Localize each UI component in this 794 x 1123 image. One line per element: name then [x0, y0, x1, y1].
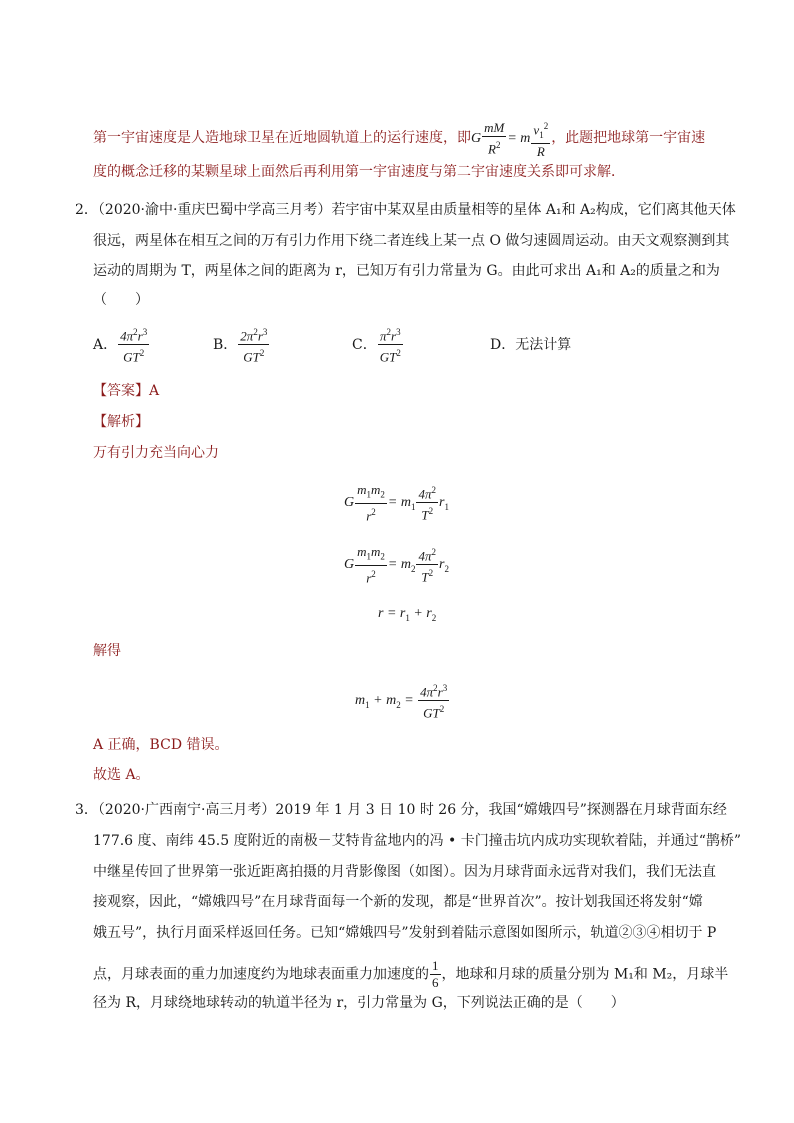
solve-label: 解得 — [93, 643, 121, 659]
option-c-formula: $\frac{\pi^2r^3}{GT^2}$ — [378, 324, 403, 366]
intro-line-2: 度的概念迁移的某颗星球上面然后再利用第一宇宙速度与第二宇宙速度关系即可求解． — [93, 164, 625, 180]
answer-label: 【答案】A — [93, 383, 160, 399]
conclusion-1: A 正确，BCD 错误。 — [93, 737, 229, 753]
q2-line-4: （ ） — [93, 292, 149, 308]
q2-line-3: 运动的周期为 T，两星体之间的距离为 r，已知万有引力常量为 G。由此可求出 A₁和 A₂的质量之和为 — [93, 263, 720, 279]
equation-3: $r = r_1 + r_2$ — [378, 606, 437, 623]
option-c: C． $\frac{\pi^2r^3}{GT^2}$ — [352, 324, 404, 366]
option-a-formula: $\frac{4\pi^2r^3}{GT^2}$ — [118, 324, 149, 366]
one-sixth-fraction: $\frac{1}{6}$ — [432, 958, 439, 990]
conclusion-2: 故选 A。 — [93, 767, 150, 783]
q3-line-3: 中继星传回了世界第一张近距离拍摄的月背影像图（如图）。因为月球背面永远背对我们，我们无法直 — [93, 864, 716, 880]
option-b: B． $\frac{2\pi^2r^3}{GT^2}$ — [213, 324, 270, 366]
equation-result: $m_1 + m_2$ = $\frac{4\pi^2r^3}{GT^2}$ — [355, 680, 450, 722]
equation-1: G $\frac{m_1m_2}{r^2}$ = $m_1$ $\frac{4\pi^2}{T^2}$ $r_1$ — [344, 482, 449, 523]
option-a: A． $\frac{4\pi^2r^3}{GT^2}$ — [93, 324, 150, 366]
q2-line-2: 很远，两星体在相互之间的万有引力作用下绕二者连线上某一点 O 做匀速圆周运动。由天文观察测到其 — [93, 233, 730, 249]
intro-line-1: 第一宇宙速度是人造地球卫星在近地圆轨道上的运行速度，即G $\frac{mM}{R^2}$ = m $\frac{v_1^2}{R}$ ，此题把地球第一宇宙速 — [93, 118, 705, 160]
q3-line-1: 3．（2020·广西南宁·高三月考）2019 年 1 月 3 日 10 时 26 分，我国“嫦娥四号”探测器在月球背面东经 — [75, 802, 727, 818]
analysis-label: 【解析】 — [93, 414, 149, 430]
equation-2: G $\frac{m_1m_2}{r^2}$ = $m_2$ $\frac{4\pi^2}{T^2}$ $r_2$ — [344, 544, 449, 585]
q3-line-2: 177.6 度、南纬 45.5 度附近的南极－艾特肯盆地内的冯 • 卡门撞击坑内成功实现软着陆，并通过“鹊桥” — [93, 833, 742, 849]
q3-line-5: 娥五号”，执行月面采样返回任务。已知“嫦娥四号”发射到着陆示意图如图所示，轨道②③④相切于 P — [93, 925, 717, 941]
q3-line-7: 径为 R，月球绕地球转动的轨道半径为 r，引力常量为 G，下列说法正确的是（ ） — [93, 995, 625, 1011]
analysis-text: 万有引力充当向心力 — [93, 445, 219, 461]
option-b-formula: $\frac{2\pi^2r^3}{GT^2}$ — [238, 324, 269, 366]
formula-first-cosmic-velocity: G $\frac{mM}{R^2}$ = m $\frac{v_1^2}{R}$ — [471, 131, 551, 146]
q3-line-6: 点，月球表面的重力加速度约为地球表面重力加速度的 $\frac{1}{6}$ ，地球和月球的质量分别为 M₁和 M₂，月球半 — [93, 958, 729, 990]
option-d: D．无法计算 — [490, 337, 572, 353]
q3-line-4: 接观察，因此，“嫦娥四号”在月球背面每一个新的发现，都是“世界首次”。按计划我国还将发射“嫦 — [93, 894, 703, 910]
q2-line-1: 2．（2020·渝中·重庆巴蜀中学高三月考）若宇宙中某双星由质量相等的星体 A₁和 A₂构成，它们离其他天体 — [75, 202, 736, 218]
